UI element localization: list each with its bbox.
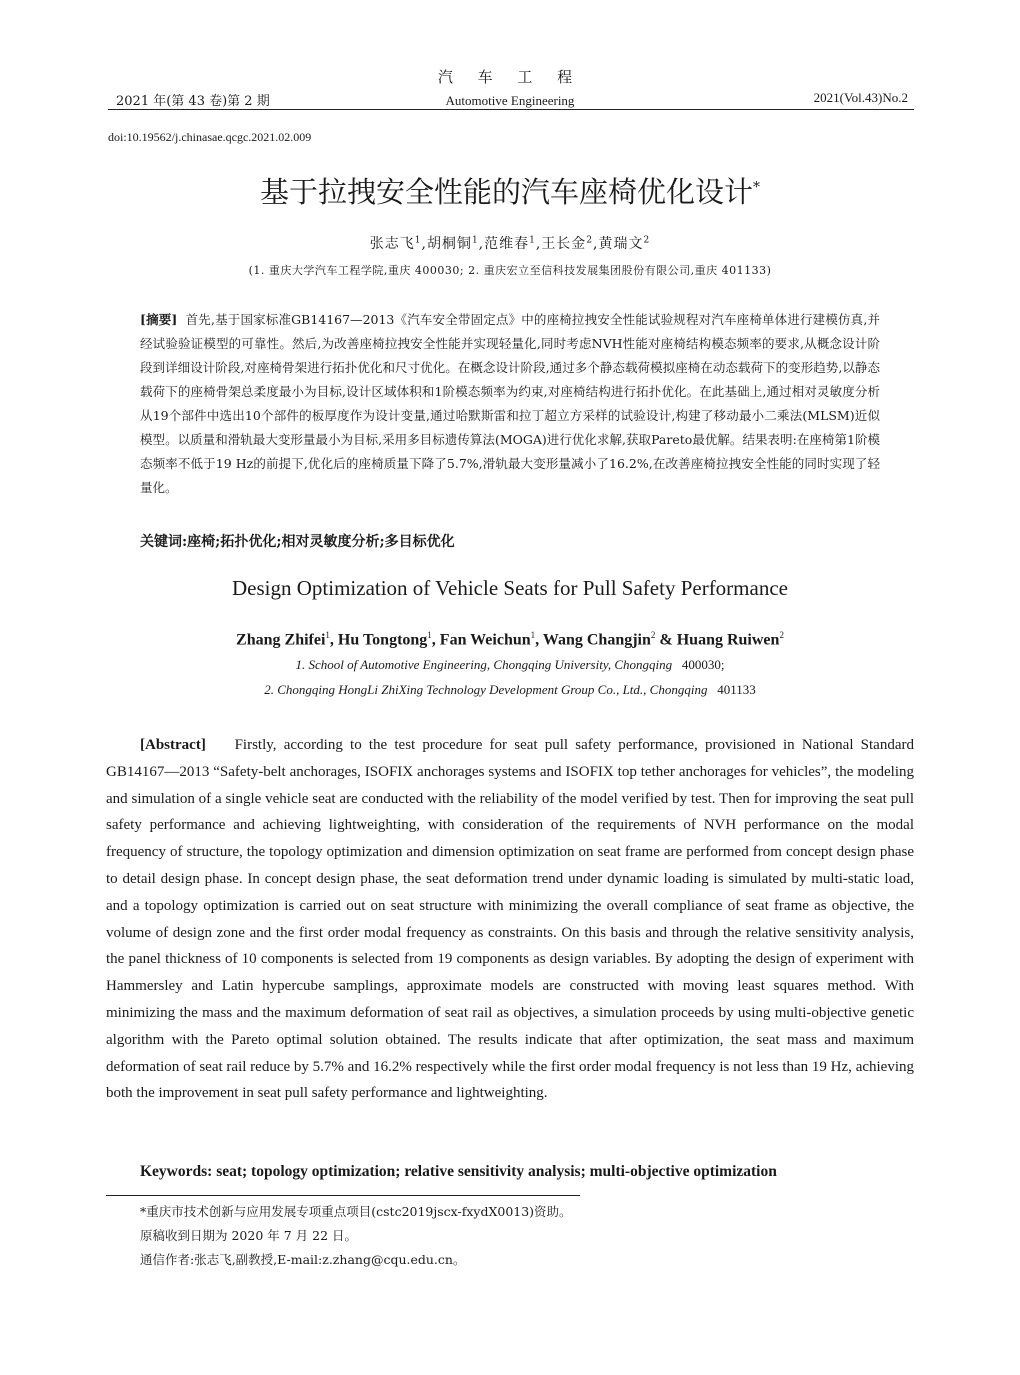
author-en: Hu Tongtong [337,631,428,649]
author-en: Huang Ruiwen [676,631,780,649]
author-cn: 张志飞 [369,236,415,252]
paper-title-en: Design Optimization of Vehicle Seats for Pull Safety Performance [232,576,788,600]
author-sup: 2 [586,235,594,246]
journal-title-cn: 汽 车 工 程 [437,68,583,86]
author-en: Zhang Zhifei [236,631,326,649]
header-divider [108,109,914,110]
author-cn: 胡桐铜 [426,236,472,252]
affiliation-en-1 [0,657,1020,673]
abstract-cn [140,308,880,500]
author-sup: 1 [325,630,330,640]
paper-title-cn-text: 基于拉拽安全性能的汽车座椅优化设计 [259,175,753,209]
abstract-en [106,732,914,1107]
abstract-cn-text: 首先,基于国家标准GB14167—2013《汽车安全带固定点》中的座椅拉拽安全性能试验规程对汽车座椅单体进行建模仿真,并经试验验证模型的可靠性。然后,为改善座椅拉拽安全性能并实现轻量化,同时考虑NVH性能对座椅结构模态频率的要求,从概念设计阶段到详细设计阶段,对座椅骨架进行拓扑优化和尺寸优化。在概念设计阶段,通过多个静态载荷模拟座椅在动态载荷下的变形趋势,以静态载荷下的座椅骨架总柔度最小为目标,设计区域体积和1阶模态频率为约束,对座椅结构进行拓扑优化。在此基础上,通过相对灵敏度分析从19个部件中选出10个部件的板厚度作为设计变量,通过哈默斯雷和拉丁超立方采样的试验设计,构建了移动最小二乘法(MLSM)近似模型。以质量和滑轨最大变形量最小为目标,采用多目标遗传算法(MOGA)进行优化求解,获取Pareto最优解。结果表明:在座椅第1阶模态频率不低于19 Hz的前提下,优化后的座椅质量下降了5.7%,滑轨最大变形量减小了16.2%,在改善座椅拉拽安全性能的同时实现了轻量化。 [140,312,880,495]
author-sup: 2 [650,630,656,640]
author-separator: , [329,631,338,649]
author-sup: 1 [471,235,479,246]
author-en: Wang Changjin [542,631,651,649]
author-sup: 2 [779,630,784,640]
journal-title-en: Automotive Engineering [445,93,575,108]
footnote-divider [106,1195,580,1196]
affiliation-en-2 [0,682,1020,698]
author-separator: , [431,631,440,649]
postal-code: 401133 [717,682,756,697]
author-cn: 黄瑞文 [598,236,644,252]
footnote-corresponding: 通信作者:张志飞,副教授,E-mail:z.zhang@cqu.edu.cn。 [140,1252,466,1267]
title-footnote-mark: * [753,179,760,196]
keywords-cn: 关键词:座椅;拓扑优化;相对灵敏度分析;多目标优化 [140,534,455,550]
author-sup: 2 [643,235,651,246]
abstract-cn-label: [摘要] [140,312,178,327]
author-cn: 范维春 [484,236,530,252]
author-separator: & [655,631,677,649]
authors-en [0,630,1020,649]
author-sup: 1 [414,235,422,246]
author-separator: , [535,631,543,649]
affiliations-cn: (1. 重庆大学汽车工程学院,重庆 400030; 2. 重庆宏立至信科技发展集团股份有限公司,重庆 401133) [248,264,772,277]
keywords-en: Keywords: seat; topology optimization; relative sensitivity analysis; multi-objective optimization [140,1163,777,1180]
affiliation-en-text: 1. School of Automotive Engineering, Chongqing University, Chongqing [295,657,673,672]
footnote-received: 原稿收到日期为 2020 年 7 月 22 日。 [140,1228,358,1243]
paper-title-cn [0,170,1020,211]
postal-code: 400030; [681,657,725,672]
author-sup: 1 [427,630,432,640]
abstract-en-label: [Abstract] [140,737,206,753]
issue-en: 2021(Vol.43)No.2 [813,90,908,105]
footnote-funding: *重庆市技术创新与应用发展专项重点项目(cstc2019jscx-fxydX0013)资助。 [140,1204,572,1219]
author-sup: 1 [530,630,536,640]
issue-cn: 2021 年(第 43 卷)第 2 期 [116,94,270,109]
author-sup: 1 [529,235,536,246]
abstract-en-text: Firstly, according to the test procedure for seat pull safety performance, provisioned in National Standard GB14167—2013 “Safety-belt anchorages, ISOFIX anchorages systems and ISOFIX top tether anchorages for vehicles”, the modeling and simulation of a single vehicle seat are conducted with the reliability of the model verified by test. Then for improving the seat pull safety performance and achieving lightweighting, with consideration of the requirements of NVH performance on the modal frequency of structure, the topology optimization and dimension optimization on seat frame are performed from concept design phase to detail design phase. In concept design phase, the seat deformation trend under dynamic loading is simulated by multi-static load, and a topology optimization is carried out on seat structure with minimizing the overall compliance of seat frame as objective, the volume of design zone and the first order modal frequency as constraints. On this basis and through the relative sensitivity analysis, the panel thickness of 10 components is selected from 19 components as design variables. By adopting the design of experiment with Hammersley and Latin hypercube samplings, approximate models are constructed with moving least squares method. With minimizing the mass and the maximum deformation of seat rail as objectives, a simulation proceeds by using multi-objective genetic algorithm with the Pareto optimal solution obtained. The results indicate that after optimization, the seat mass and maximum deformation of seat rail reduce by 5.7% and 16.2% respectively while the first order modal frequency is not less than 19 Hz, achieving both the improvement in seat pull safety performance and lightweighting. [106,737,914,1102]
author-cn: 王长金 [541,236,587,252]
affiliation-en-text: 2. Chongqing HongLi ZhiXing Technology Development Group Co., Ltd., Chongqing [264,682,708,697]
authors-cn: 张志飞$^1$,胡桐铜$^1$,范维春$^1$,王长金$^2$,黄瑞文$^2$ [369,235,651,252]
doi: doi:10.19562/j.chinasae.qcgc.2021.02.009 [108,130,312,144]
author-en: Fan Weichun [439,631,531,649]
